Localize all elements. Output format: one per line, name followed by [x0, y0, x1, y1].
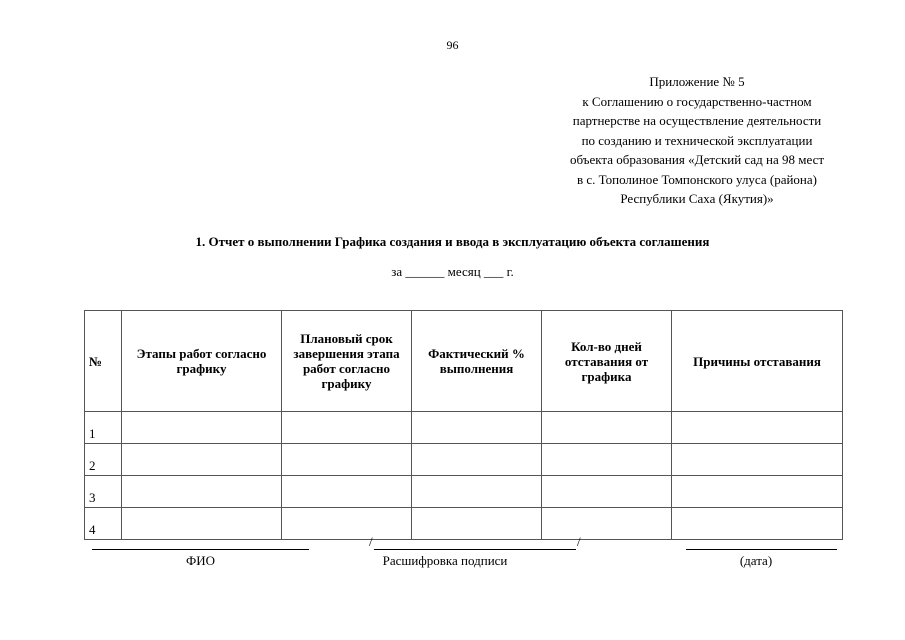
table-cell [282, 412, 412, 444]
table-cell [542, 412, 672, 444]
page-number: 96 [446, 38, 459, 52]
appendix-block [545, 72, 849, 209]
slash-right: / [577, 534, 581, 549]
table-row [85, 412, 843, 444]
table-cell [282, 476, 412, 508]
fio-signature-line [92, 549, 309, 550]
slash-left: / [369, 534, 373, 549]
table-cell [122, 508, 282, 540]
row-number: 1 [85, 412, 122, 444]
table-cell [412, 508, 542, 540]
table-cell [412, 476, 542, 508]
report-title: 1. Отчет о выполнении Графика создания и ввода в эксплуатацию объекта соглашения [195, 234, 710, 249]
column-header-number: № [85, 311, 122, 412]
table-cell [122, 412, 282, 444]
appendix-line: по созданию и технической эксплуатации [581, 132, 813, 148]
appendix-line: Приложение № 5 [649, 74, 745, 89]
column-header-planned-date: Плановый срок завершения этапа работ согласно графику [282, 311, 412, 412]
column-header-delay-days: Кол-во дней отставания от графика [542, 311, 672, 412]
table-cell [672, 508, 843, 540]
table-row [85, 476, 843, 508]
table-cell [542, 476, 672, 508]
table-cell [672, 476, 843, 508]
fio-label: ФИО [185, 553, 216, 568]
column-header-reasons: Причины отставания [672, 311, 843, 412]
date-label: (дата) [739, 553, 773, 568]
row-number: 4 [85, 508, 122, 540]
table-cell [412, 444, 542, 476]
table-cell [672, 412, 843, 444]
appendix-line: Республики Саха (Якутия)» [620, 191, 774, 206]
table-cell [282, 508, 412, 540]
row-number: 3 [85, 476, 122, 508]
report-period: за ______ месяц ___ г. [391, 264, 514, 279]
table-cell [542, 508, 672, 540]
row-number: 2 [85, 444, 122, 476]
table-cell [282, 444, 412, 476]
appendix-line: объекта образования «Детский сад на 98 мест [569, 152, 825, 167]
table-row [85, 508, 843, 540]
table-header-row [85, 311, 843, 412]
appendix-line: в с. Тополиное Томпонского улуса (района) [576, 171, 817, 187]
table-cell [122, 444, 282, 476]
column-header-stages: Этапы работ согласно графику [122, 311, 282, 412]
table-cell [672, 444, 843, 476]
decoding-label: Расшифровка подписи [382, 553, 508, 568]
appendix-line: к Соглашению о государственно-частном [582, 93, 812, 109]
table-cell [122, 476, 282, 508]
date-signature-line [686, 549, 837, 550]
column-header-actual-percent: Фактический % выполнения [412, 311, 542, 412]
table-row [85, 444, 843, 476]
decoding-signature-line [374, 549, 576, 550]
report-table [84, 310, 843, 540]
table-cell [542, 444, 672, 476]
appendix-line: партнерстве на осуществление деятельности [572, 113, 822, 128]
table-cell [412, 412, 542, 444]
